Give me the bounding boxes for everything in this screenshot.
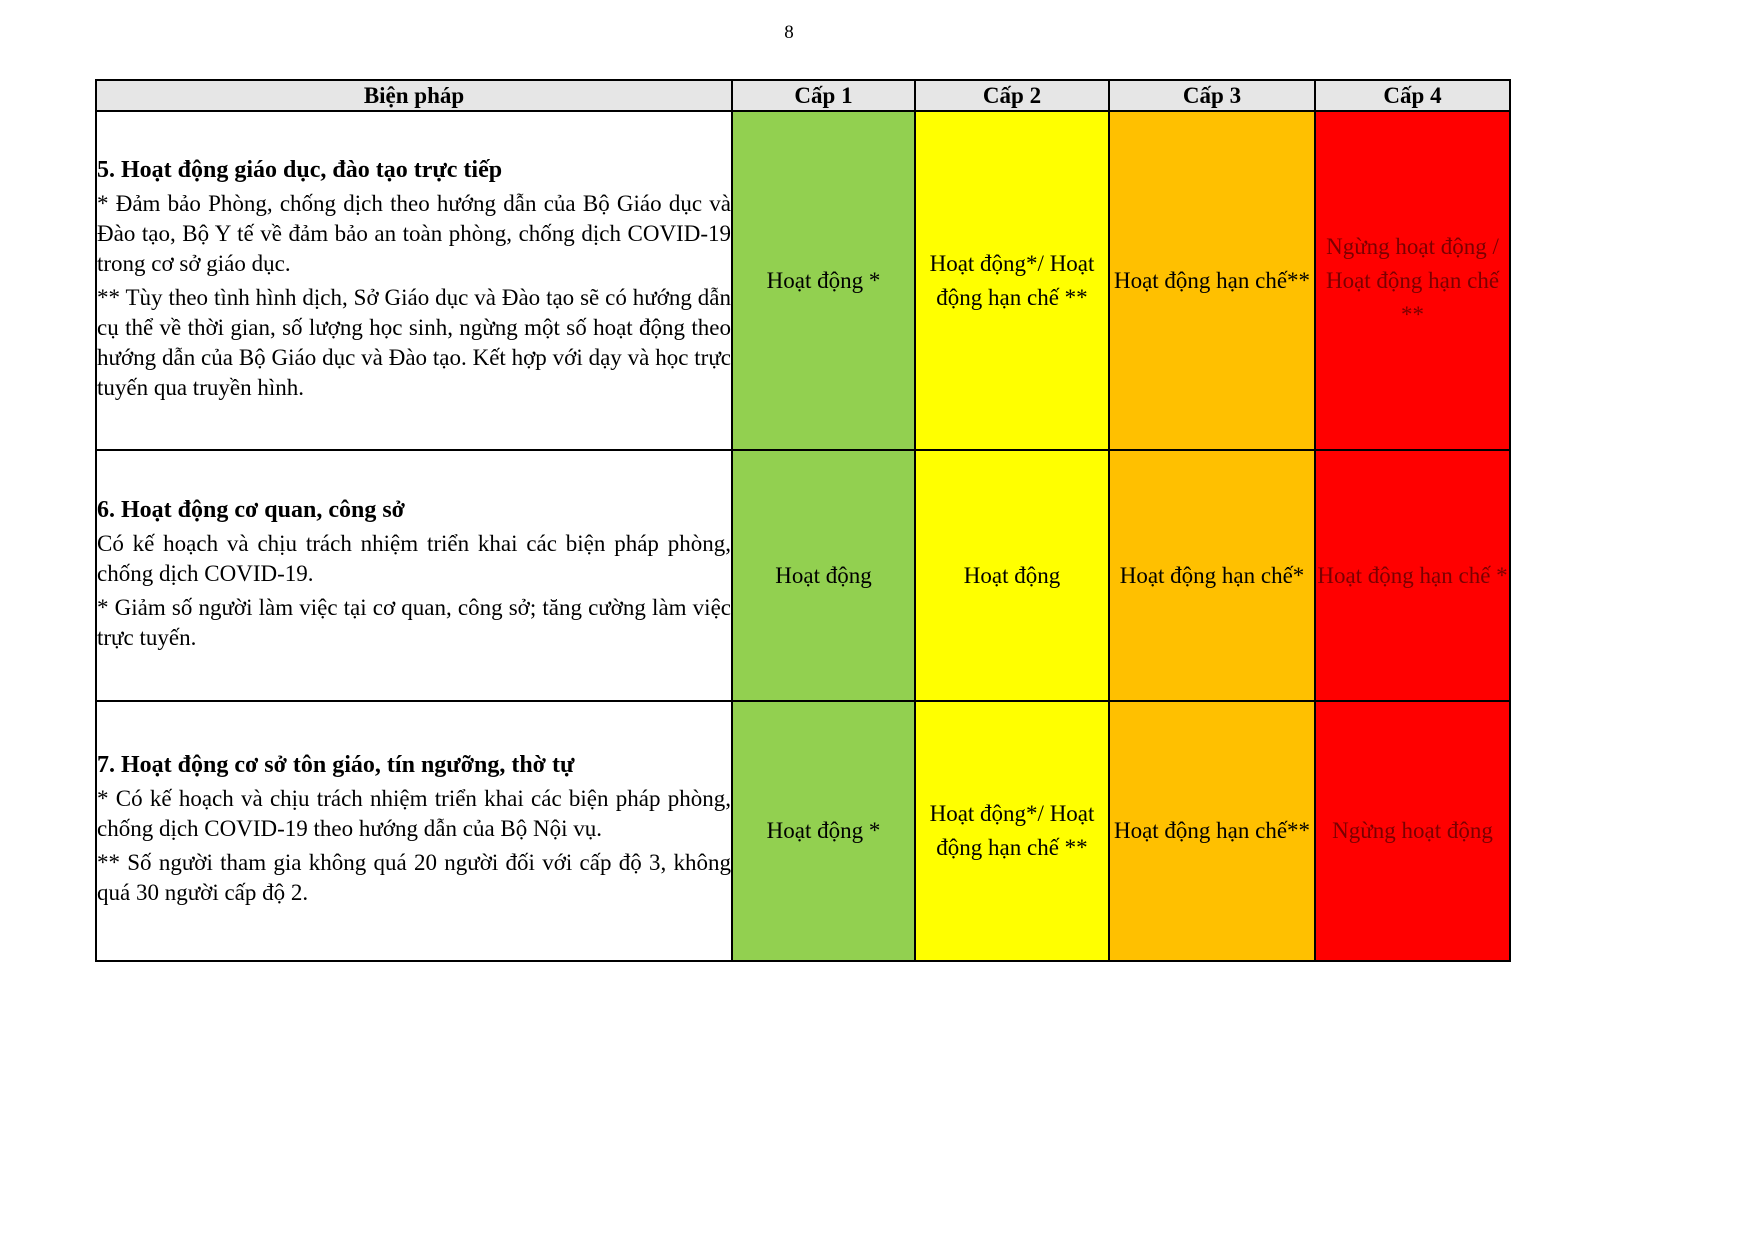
level-2-cell: [915, 111, 1109, 450]
measure-paragraph: ** Tùy theo tình hình dịch, Sở Giáo dục và Đào tạo sẽ có hướng dẫn cụ thể về thời gian, số lượng học sinh, ngừng một số hoạt động theo hướng dẫn của Bộ Giáo dục và Đào tạo. Kết hợp với dạy và học trực tuyến qua truyền hình.: [97, 284, 731, 400]
header-measure: Biện pháp: [96, 80, 732, 111]
level-3-cell: [1109, 111, 1315, 450]
measure-cell: [96, 450, 732, 701]
header-level-2: Cấp 2: [915, 80, 1109, 111]
level-2-text: Hoạt động*/ Hoạt động hạn chế **: [929, 801, 1095, 860]
measure-title: 5. Hoạt động giáo dục, đào tạo trực tiếp: [97, 156, 503, 183]
header-level-3: Cấp 3: [1109, 80, 1315, 111]
header-level-1: Cấp 1: [732, 80, 915, 111]
measure-title: 7. Hoạt động cơ sở tôn giáo, tín ngưỡng, thờ tự: [97, 752, 575, 778]
level-1-cell: [732, 701, 915, 961]
level-3-cell: [1109, 450, 1315, 701]
table-row: [96, 450, 1510, 701]
level-2-cell: [915, 450, 1109, 701]
level-3-text: Hoạt động hạn chế*: [1119, 562, 1305, 588]
table-row: [96, 111, 1510, 450]
level-1-text: Hoạt động *: [766, 818, 881, 843]
level-4-cell: [1315, 701, 1510, 961]
measure-paragraph: * Giảm số người làm việc tại cơ quan, công sở; tăng cường làm việc trực tuyến.: [97, 594, 731, 650]
header-level-4: Cấp 4: [1315, 80, 1510, 111]
level-2-text: Hoạt động: [963, 562, 1061, 588]
level-2-text: Hoạt động*/ Hoạt động hạn chế **: [929, 250, 1095, 310]
level-3-cell: [1109, 701, 1315, 961]
level-3-text: Hoạt động hạn chế**: [1113, 818, 1311, 843]
level-4-text: Ngừng hoạt động: [1332, 818, 1493, 843]
measure-paragraph: * Đảm bảo Phòng, chống dịch theo hướng dẫn của Bộ Giáo dục và Đào tạo, Bộ Y tế về đảm bảo an toàn phòng, chống dịch COVID-19 trong cơ sở giáo dục.: [97, 190, 731, 276]
measure-paragraph: * Có kế hoạch và chịu trách nhiệm triển khai các biện pháp phòng, chống dịch COVID-19 theo hướng dẫn của Bộ Nội vụ.: [97, 786, 731, 841]
header-row: [96, 80, 1510, 111]
level-4-text: Ngừng hoạt động / Hoạt động hạn chế **: [1325, 233, 1500, 327]
page-number: 8: [784, 22, 794, 43]
measure-cell: [96, 701, 732, 961]
level-4-text: Hoạt động hạn chế *: [1317, 562, 1508, 588]
level-1-text: Hoạt động: [775, 562, 872, 588]
level-1-text: Hoạt động *: [766, 267, 881, 293]
measure-title: 6. Hoạt động cơ quan, công sở: [97, 496, 405, 523]
level-4-cell: [1315, 111, 1510, 450]
level-1-cell: [732, 111, 915, 450]
table-row: [96, 701, 1510, 961]
measure-cell: [96, 111, 732, 450]
measures-table: [95, 79, 1511, 962]
level-1-cell: [732, 450, 915, 701]
level-4-cell: [1315, 450, 1510, 701]
measure-paragraph: Có kế hoạch và chịu trách nhiệm triển khai các biện pháp phòng, chống dịch COVID-19.: [97, 530, 731, 586]
measure-paragraph: ** Số người tham gia không quá 20 người đối với cấp độ 3, không quá 30 người cấp độ 2.: [97, 850, 731, 905]
level-3-text: Hoạt động hạn chế**: [1113, 267, 1311, 293]
level-2-cell: [915, 701, 1109, 961]
